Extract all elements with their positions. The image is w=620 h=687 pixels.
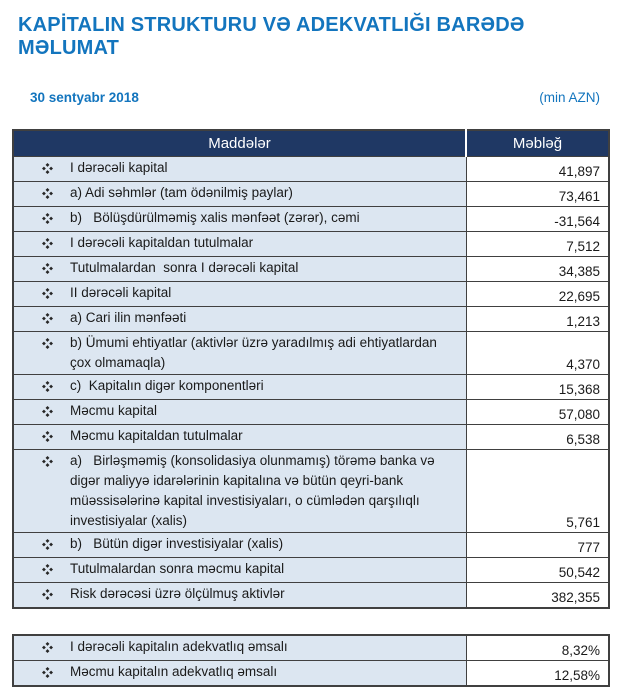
row-label-cell [13, 400, 466, 425]
row-label: Risk dərəcəsi üzrə ölçülmuş aktivlər [70, 586, 285, 601]
row-label-cell [13, 257, 466, 282]
row-label: b) Bölüşdürülməmiş xalis mənfəət (zərər), cəmi [70, 210, 360, 225]
diamond-bullet-icon [42, 313, 53, 324]
row-label-cell [13, 425, 466, 450]
row-label: b) Bütün digər investisiyalar (xalis) [70, 536, 284, 551]
unit-note: (min AZN) [539, 90, 600, 105]
row-label-cell [13, 533, 466, 558]
meta-row [0, 60, 620, 105]
row-label-cell [13, 332, 466, 375]
diamond-bullet-icon [42, 288, 53, 299]
row-label: I dərəcəli kapitaldan tutulmalar [70, 235, 254, 250]
table-row [13, 232, 609, 257]
diamond-bullet-icon [42, 213, 53, 224]
row-label: I dərəcəli kapitalın adekvatlıq əmsalı [70, 639, 288, 654]
row-label: Tutulmalardan sonra I dərəcəli kapital [70, 260, 299, 275]
diamond-bullet-icon [42, 381, 53, 392]
row-label-cell [13, 182, 466, 207]
table-row [13, 661, 609, 687]
row-label-cell [13, 307, 466, 332]
row-amount: 4,370 [466, 332, 609, 375]
table-row [13, 635, 609, 661]
capital-table-body [13, 157, 609, 609]
row-label: I dərəcəli kapital [70, 160, 168, 175]
row-amount: 7,512 [466, 232, 609, 257]
capital-structure-table [12, 129, 610, 609]
row-amount: 15,368 [466, 375, 609, 400]
column-header-items: Maddələr [13, 130, 466, 157]
table-row [13, 558, 609, 583]
table-row [13, 332, 609, 375]
table-row [13, 257, 609, 282]
row-label: a) Birləşməmiş (konsolidasiya olunmamış) törəmə banka və digər maliyyə idarələrinin kapitalına və bütün qeyri-bank müəssisələrinə kapital investisiyaları, o cümlədən qarşılıqlı investisiyalar (xalis) [70, 453, 439, 528]
row-label: c) Kapitalın digər komponentləri [70, 378, 264, 393]
diamond-bullet-icon [42, 564, 53, 575]
row-label-cell [13, 375, 466, 400]
diamond-bullet-icon [42, 667, 53, 678]
diamond-bullet-icon [42, 456, 53, 467]
diamond-bullet-icon [42, 431, 53, 442]
table-row [13, 157, 609, 182]
row-amount: 34,385 [466, 257, 609, 282]
row-amount: 382,355 [466, 583, 609, 609]
table-row [13, 307, 609, 332]
row-amount: 22,695 [466, 282, 609, 307]
row-label: Tutulmalardan sonra məcmu kapital [70, 561, 285, 576]
diamond-bullet-icon [42, 642, 53, 653]
table-row [13, 533, 609, 558]
row-label: Məcmu kapitalın adekvatlıq əmsalı [70, 664, 278, 679]
row-label-cell [13, 207, 466, 232]
row-label-cell [13, 583, 466, 609]
row-amount: 41,897 [466, 157, 609, 182]
table-row [13, 207, 609, 232]
report-date: 30 sentyabr 2018 [30, 90, 139, 105]
row-label-cell [13, 661, 466, 687]
row-label: a) Adi səhmlər (tam ödənilmiş paylar) [70, 185, 293, 200]
row-label: II dərəcəli kapital [70, 285, 172, 300]
row-label-cell [13, 450, 466, 533]
table-row [13, 375, 609, 400]
row-amount: 12,58% [466, 661, 609, 687]
row-amount: 1,213 [466, 307, 609, 332]
column-header-amount: Məbləğ [466, 130, 609, 157]
diamond-bullet-icon [42, 263, 53, 274]
diamond-bullet-icon [42, 539, 53, 550]
adequacy-table-body [13, 635, 609, 686]
capital-adequacy-table [12, 634, 610, 687]
row-amount: 6,538 [466, 425, 609, 450]
row-label-cell [13, 157, 466, 182]
table-header-row [13, 130, 609, 157]
diamond-bullet-icon [42, 238, 53, 249]
row-label-cell [13, 635, 466, 661]
row-label-cell [13, 558, 466, 583]
diamond-bullet-icon [42, 589, 53, 600]
table-row [13, 425, 609, 450]
row-label-cell [13, 232, 466, 257]
row-amount: 73,461 [466, 182, 609, 207]
diamond-bullet-icon [42, 406, 53, 417]
row-label: Məcmu kapital [70, 403, 158, 418]
diamond-bullet-icon [42, 163, 53, 174]
diamond-bullet-icon [42, 188, 53, 199]
table-row [13, 583, 609, 609]
row-label-cell [13, 282, 466, 307]
table-row [13, 400, 609, 425]
row-label: b) Ümumi ehtiyatlar (aktivlər üzrə yaradılmış adi ehtiyatlardan çox olmamaqla) [70, 335, 441, 370]
row-amount: 50,542 [466, 558, 609, 583]
page-title: KAPİTALIN STRUKTURU VƏ ADEKVATLIĞI BARƏDƏ MƏLUMAT [18, 14, 525, 59]
row-amount: 5,761 [466, 450, 609, 533]
row-amount: 8,32% [466, 635, 609, 661]
row-amount: 57,080 [466, 400, 609, 425]
row-label: Məcmu kapitaldan tutulmalar [70, 428, 243, 443]
table-row [13, 282, 609, 307]
table-row [13, 450, 609, 533]
diamond-bullet-icon [42, 338, 53, 349]
table-row [13, 182, 609, 207]
row-amount: -31,564 [466, 207, 609, 232]
row-label: a) Cari ilin mənfəəti [70, 310, 187, 325]
row-amount: 777 [466, 533, 609, 558]
